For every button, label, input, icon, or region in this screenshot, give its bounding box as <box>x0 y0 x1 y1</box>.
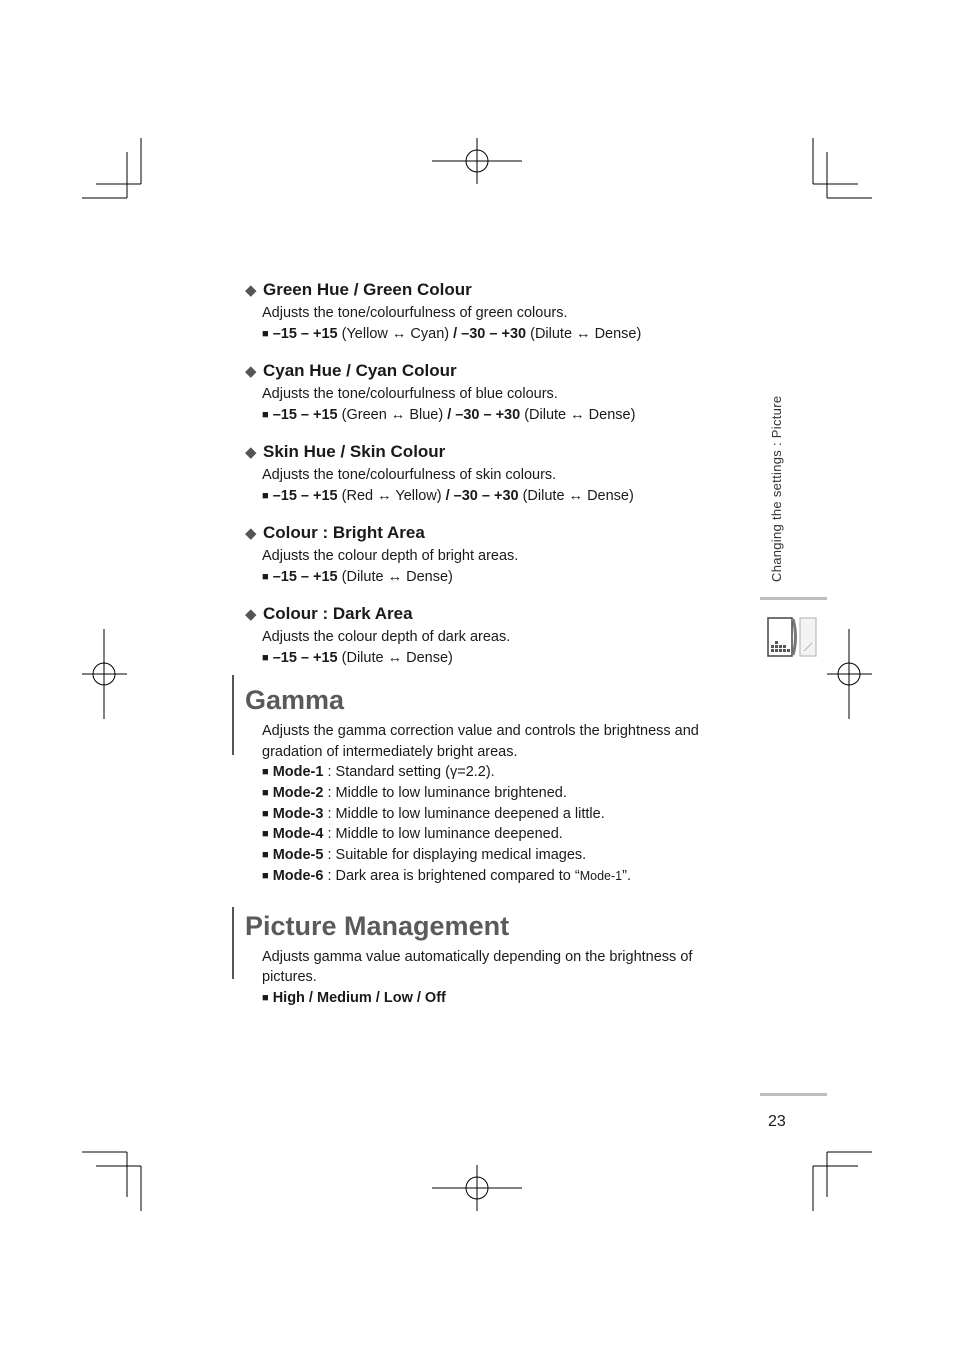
list-item: ■ Mode-4 : Middle to low luminance deepened. <box>262 826 563 843</box>
list-item: ■ Mode-1 : Standard setting (γ=2.2). <box>262 764 495 780</box>
square-bullet-icon: ■ <box>262 328 269 340</box>
setting-description: Adjusts the tone/colourfulness of green colours. <box>262 305 568 321</box>
setting-skin-hue <box>245 440 745 507</box>
list-item: ■ Mode-3 : Middle to low luminance deepened a little. <box>262 805 605 822</box>
square-bullet-icon: ■ <box>262 409 269 421</box>
setting-cyan-hue <box>245 359 745 426</box>
diamond-bullet-icon: ◆ <box>245 363 257 380</box>
section-title: Gamma <box>245 685 345 715</box>
square-bullet-icon: ■ <box>262 869 269 882</box>
diamond-bullet-icon: ◆ <box>245 606 257 623</box>
setting-green-hue <box>245 278 745 345</box>
list-item: ■ Mode-5 : Suitable for displaying medical images. <box>262 847 587 864</box>
section-description: Adjusts gamma value automatically depending on the brightness of pictures. <box>262 948 693 986</box>
square-bullet-icon: ■ <box>262 490 269 502</box>
section-vertical-rule <box>232 675 234 755</box>
section-title: Picture Management <box>245 910 510 941</box>
setting-title: Colour : Dark Area <box>263 604 413 623</box>
diamond-bullet-icon: ◆ <box>245 282 257 299</box>
picture-settings-icon <box>766 615 818 659</box>
setting-range: ■ –15 – +15 (Yellow ↔ Cyan) / –30 – +30 (Dilute ↔ Dense) <box>262 326 642 342</box>
sidebar-bottom-rule <box>760 1093 827 1096</box>
square-bullet-icon: ■ <box>262 828 269 841</box>
list-item: ■ Mode-2 : Middle to low luminance brightened. <box>262 784 567 801</box>
square-bullet-icon: ■ <box>262 786 269 799</box>
setting-description: Adjusts the colour depth of dark areas. <box>262 629 511 645</box>
sidebar-chapter-label: Changing the settings : Picture <box>769 395 784 582</box>
setting-range: ■ –15 – +15 (Dilute ↔ Dense) <box>262 569 453 585</box>
setting-colour-bright-area <box>245 521 745 588</box>
setting-range: ■ –15 – +15 (Red ↔ Yellow) / –30 – +30 (Dilute ↔ Dense) <box>262 488 634 504</box>
section-description: Adjusts the gamma correction value and controls the brightness and gradation of intermediately bright areas. <box>262 723 699 760</box>
square-bullet-icon: ■ <box>262 766 269 778</box>
setting-description: Adjusts the tone/colourfulness of blue colours. <box>262 386 558 402</box>
square-bullet-icon: ■ <box>262 849 269 862</box>
setting-colour-dark-area <box>245 602 745 669</box>
gamma-section <box>245 683 745 887</box>
page-number: 23 <box>768 1113 786 1130</box>
list-item: ■ Mode-6 : Dark area is brightened compared to “Mode-1”. <box>262 867 631 884</box>
setting-title: Colour : Bright Area <box>263 523 425 542</box>
diamond-bullet-icon: ◆ <box>245 444 257 461</box>
setting-title: Cyan Hue / Cyan Colour <box>263 361 457 380</box>
picture-management-options: ■ High / Medium / Low / Off <box>262 989 446 1006</box>
gamma-mode-list <box>245 762 745 887</box>
diamond-bullet-icon: ◆ <box>245 525 257 542</box>
setting-description: Adjusts the tone/colourfulness of skin colours. <box>262 467 557 483</box>
section-vertical-rule <box>232 907 234 979</box>
main-content <box>245 278 745 1009</box>
sidebar-top-rule <box>760 597 827 600</box>
square-bullet-icon: ■ <box>262 991 269 1004</box>
setting-title: Green Hue / Green Colour <box>263 280 472 299</box>
setting-range: ■ –15 – +15 (Dilute ↔ Dense) <box>262 650 453 666</box>
picture-management-section <box>245 909 745 1009</box>
square-bullet-icon: ■ <box>262 571 269 583</box>
setting-title: Skin Hue / Skin Colour <box>263 442 446 461</box>
square-bullet-icon: ■ <box>262 652 269 664</box>
setting-description: Adjusts the colour depth of bright areas. <box>262 548 519 564</box>
setting-range: ■ –15 – +15 (Green ↔ Blue) / –30 – +30 (Dilute ↔ Dense) <box>262 407 636 423</box>
square-bullet-icon: ■ <box>262 807 269 820</box>
